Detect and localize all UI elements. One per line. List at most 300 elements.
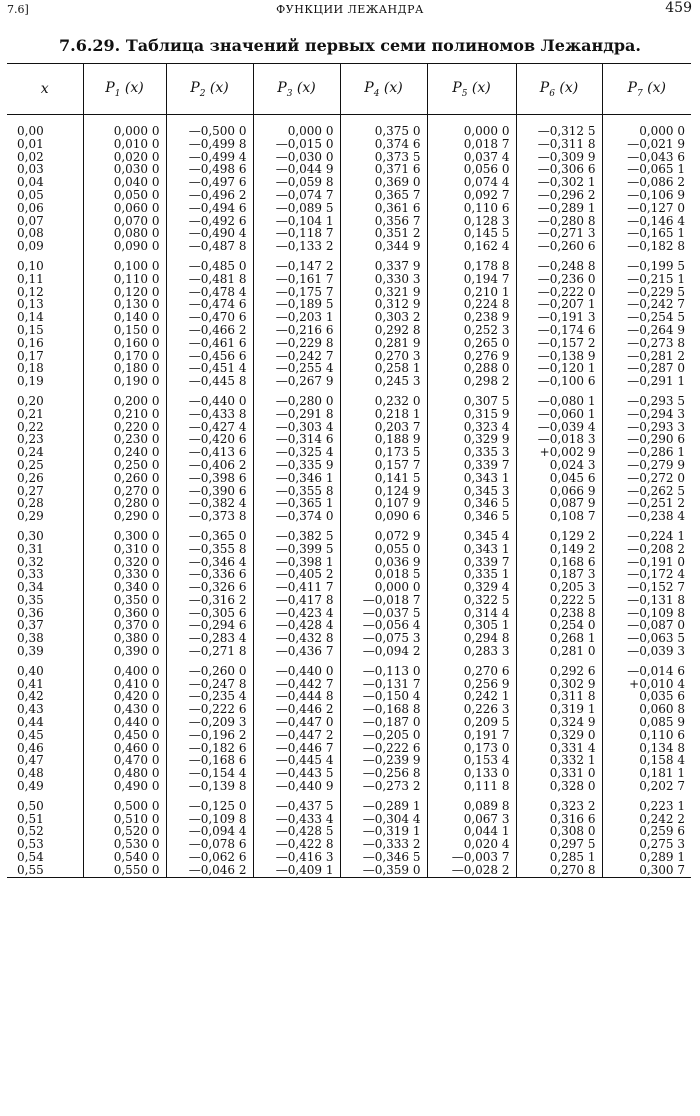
polynomial-value-cell: 0,110 6 <box>427 202 516 215</box>
polynomial-value-cell: 0,276 9 <box>427 350 516 363</box>
running-title: ФУНКЦИИ ЛЕЖАНДРА <box>276 3 424 16</box>
polynomial-value-cell: 0,153 4 <box>427 754 516 767</box>
polynomial-value-cell: —0,326 6 <box>166 581 253 594</box>
x-value-cell: 0,50 <box>17 798 44 813</box>
x-value-cell: 0,27 <box>17 483 44 498</box>
x-value-cell: 0,25 <box>17 457 44 472</box>
table-row <box>7 523 691 543</box>
polynomial-value-cell: 0,281 0 <box>516 645 602 658</box>
polynomial-value-cell: 0,133 0 <box>427 767 516 780</box>
polynomial-value-cell: 0,280 0 <box>83 497 166 510</box>
polynomial-value-cell: 0,035 6 <box>602 690 691 703</box>
column-header <box>83 64 166 115</box>
polynomial-value-cell: —0,497 6 <box>166 176 253 189</box>
polynomial-value-cell: —0,271 8 <box>166 645 253 658</box>
polynomial-value-cell: 0,240 0 <box>83 446 166 459</box>
x-value-cell: 0,28 <box>17 496 44 511</box>
polynomial-value-cell: —0,423 4 <box>253 607 340 620</box>
polynomial-value-cell: 0,323 2 <box>516 793 602 813</box>
polynomial-value-cell: 0,319 1 <box>516 703 602 716</box>
polynomial-value-cell: —0,191 0 <box>602 556 691 569</box>
polynomial-value-cell: 0,036 9 <box>340 556 427 569</box>
polynomial-value-cell: —0,030 0 <box>253 151 340 164</box>
polynomial-value-cell: 0,530 0 <box>83 838 166 851</box>
x-value-cell: 0,47 <box>17 753 44 768</box>
table-row <box>7 851 691 864</box>
polynomial-value-cell: —0,422 8 <box>253 838 340 851</box>
x-value-cell: 0,07 <box>17 213 44 228</box>
polynomial-value-cell: 0,178 8 <box>427 253 516 273</box>
polynomial-value-cell: 0,430 0 <box>83 703 166 716</box>
polynomial-value-cell: 0,337 9 <box>340 253 427 273</box>
table-row <box>7 189 691 202</box>
x-value-cell: 0,46 <box>17 740 44 755</box>
polynomial-value-cell: 0,254 0 <box>516 619 602 632</box>
column-header-subscript: 2 <box>199 88 206 99</box>
polynomial-value-cell: 0,180 0 <box>83 362 166 375</box>
x-value-cell: 0,44 <box>17 715 44 730</box>
polynomial-value-cell: —0,113 0 <box>340 658 427 678</box>
x-value-cell: 0,30 <box>17 528 44 543</box>
polynomial-value-cell: 0,373 5 <box>340 151 427 164</box>
legendre-table <box>7 63 691 878</box>
polynomial-value-cell: —0,436 7 <box>253 645 340 658</box>
polynomial-value-cell: 0,066 9 <box>516 485 602 498</box>
polynomial-value-cell: —0,044 9 <box>253 163 340 176</box>
polynomial-value-cell: 0,322 5 <box>427 594 516 607</box>
polynomial-value-cell: 0,020 4 <box>427 838 516 851</box>
polynomial-value-cell: —0,074 7 <box>253 189 340 202</box>
polynomial-value-cell: —0,433 8 <box>166 408 253 421</box>
polynomial-value-cell: —0,222 0 <box>516 286 602 299</box>
polynomial-value-cell: 0,070 0 <box>83 215 166 228</box>
polynomial-value-cell: 0,297 5 <box>516 838 602 851</box>
polynomial-value-cell: 0,290 0 <box>83 510 166 523</box>
polynomial-value-cell: —0,346 1 <box>253 472 340 485</box>
polynomial-value-cell: 0,328 0 <box>516 780 602 793</box>
polynomial-value-cell: —0,003 7 <box>427 851 516 864</box>
polynomial-value-cell: 0,232 0 <box>340 388 427 408</box>
polynomial-value-cell: —0,279 9 <box>602 459 691 472</box>
polynomial-value-cell: —0,290 6 <box>602 433 691 446</box>
polynomial-value-cell: —0,433 4 <box>253 813 340 826</box>
polynomial-value-cell: —0,446 7 <box>253 742 340 755</box>
polynomial-value-cell: 0,335 1 <box>427 568 516 581</box>
polynomial-value-cell: —0,432 8 <box>253 632 340 645</box>
polynomial-value-cell: —0,413 6 <box>166 446 253 459</box>
x-value-cell: 0,35 <box>17 592 44 607</box>
table-row <box>7 324 691 337</box>
polynomial-value-cell: 0,141 5 <box>340 472 427 485</box>
polynomial-value-cell: —0,428 5 <box>253 825 340 838</box>
polynomial-value-cell: 0,410 0 <box>83 678 166 691</box>
column-header-name: P <box>627 79 637 96</box>
polynomial-value-cell: 0,292 8 <box>340 324 427 337</box>
polynomial-value-cell: 0,238 8 <box>516 607 602 620</box>
column-header-subscript: 7 <box>636 88 643 99</box>
polynomial-value-cell: 0,343 1 <box>427 543 516 556</box>
table-row <box>7 543 691 556</box>
polynomial-value-cell: 0,245 3 <box>340 375 427 388</box>
polynomial-value-cell: —0,187 0 <box>340 716 427 729</box>
polynomial-value-cell: 0,044 1 <box>427 825 516 838</box>
polynomial-value-cell: 0,321 9 <box>340 286 427 299</box>
polynomial-value-cell: 0,055 0 <box>340 543 427 556</box>
x-value-cell: 0,38 <box>17 631 44 646</box>
polynomial-value-cell: 0,188 9 <box>340 433 427 446</box>
x-value-cell: 0,26 <box>17 470 44 485</box>
polynomial-value-cell: —0,150 4 <box>340 690 427 703</box>
polynomial-value-cell: 0,222 5 <box>516 594 602 607</box>
column-header-name: P <box>452 79 462 96</box>
polynomial-value-cell: —0,447 2 <box>253 729 340 742</box>
polynomial-value-cell: —0,314 6 <box>253 433 340 446</box>
polynomial-value-cell: 0,351 2 <box>340 227 427 240</box>
polynomial-value-cell: 0,110 0 <box>83 273 166 286</box>
polynomial-value-cell: —0,182 6 <box>166 742 253 755</box>
polynomial-value-cell: 0,332 1 <box>516 754 602 767</box>
polynomial-value-cell: —0,028 2 <box>427 864 516 877</box>
polynomial-value-cell: 0,060 8 <box>602 703 691 716</box>
page-header <box>0 0 700 22</box>
polynomial-value-cell: 0,202 7 <box>602 780 691 793</box>
polynomial-value-cell: —0,065 1 <box>602 163 691 176</box>
polynomial-value-cell: —0,411 7 <box>253 581 340 594</box>
polynomial-value-cell: 0,224 8 <box>427 298 516 311</box>
polynomial-value-cell: —0,293 3 <box>602 421 691 434</box>
polynomial-value-cell: —0,498 6 <box>166 163 253 176</box>
x-value-cell: 0,02 <box>17 149 44 164</box>
polynomial-value-cell: —0,296 2 <box>516 189 602 202</box>
table-row <box>7 459 691 472</box>
x-value-cell: 0,21 <box>17 406 44 421</box>
polynomial-value-cell: 0,010 0 <box>83 138 166 151</box>
polynomial-value-cell: —0,490 4 <box>166 227 253 240</box>
polynomial-value-cell: 0,275 3 <box>602 838 691 851</box>
polynomial-value-cell: 0,311 8 <box>516 690 602 703</box>
polynomial-value-cell: —0,289 1 <box>340 793 427 813</box>
polynomial-value-cell: 0,110 6 <box>602 729 691 742</box>
polynomial-value-cell: 0,343 1 <box>427 472 516 485</box>
x-value-cell: 0,29 <box>17 509 44 524</box>
polynomial-value-cell: —0,236 0 <box>516 273 602 286</box>
polynomial-value-cell: 0,092 7 <box>427 189 516 202</box>
polynomial-value-cell: 0,024 3 <box>516 459 602 472</box>
polynomial-value-cell: —0,229 8 <box>253 337 340 350</box>
polynomial-value-cell: —0,146 4 <box>602 215 691 228</box>
polynomial-value-cell: 0,520 0 <box>83 825 166 838</box>
column-header <box>516 64 602 115</box>
table-row <box>7 273 691 286</box>
polynomial-value-cell: —0,131 8 <box>602 594 691 607</box>
x-value-cell: 0,10 <box>17 258 44 273</box>
polynomial-value-cell: —0,089 5 <box>253 202 340 215</box>
polynomial-value-cell: —0,260 6 <box>516 240 602 253</box>
polynomial-value-cell: —0,355 8 <box>166 543 253 556</box>
polynomial-value-cell: 0,288 0 <box>427 362 516 375</box>
polynomial-value-cell: 0,294 8 <box>427 632 516 645</box>
polynomial-value-cell: —0,437 5 <box>253 793 340 813</box>
x-value-cell: 0,13 <box>17 297 44 312</box>
polynomial-value-cell: 0,356 7 <box>340 215 427 228</box>
polynomial-value-cell: —0,043 6 <box>602 151 691 164</box>
polynomial-value-cell: 0,335 3 <box>427 446 516 459</box>
x-value-cell: 0,01 <box>17 136 44 151</box>
polynomial-value-cell: 0,218 1 <box>340 408 427 421</box>
polynomial-value-cell: —0,280 8 <box>516 215 602 228</box>
polynomial-value-cell: 0,270 8 <box>516 864 602 877</box>
polynomial-value-cell: —0,427 4 <box>166 421 253 434</box>
polynomial-value-cell: —0,291 8 <box>253 408 340 421</box>
polynomial-value-cell: —0,014 6 <box>602 658 691 678</box>
polynomial-value-cell: —0,373 8 <box>166 510 253 523</box>
polynomial-value-cell: —0,199 5 <box>602 253 691 273</box>
polynomial-value-cell: 0,000 0 <box>253 125 340 138</box>
table-row <box>7 510 691 523</box>
column-header-argument: (x) <box>379 79 403 96</box>
polynomial-value-cell: —0,499 8 <box>166 138 253 151</box>
polynomial-value-cell: 0,339 7 <box>427 556 516 569</box>
polynomial-value-cell: —0,152 7 <box>602 581 691 594</box>
polynomial-value-cell: —0,138 9 <box>516 350 602 363</box>
polynomial-value-cell: —0,063 5 <box>602 632 691 645</box>
polynomial-value-cell: 0,320 0 <box>83 556 166 569</box>
table-row <box>7 793 691 813</box>
polynomial-value-cell: 0,108 7 <box>516 510 602 523</box>
polynomial-value-cell: —0,417 8 <box>253 594 340 607</box>
table-row <box>7 716 691 729</box>
polynomial-value-cell: —0,229 5 <box>602 286 691 299</box>
polynomial-value-cell: —0,281 2 <box>602 350 691 363</box>
polynomial-value-cell: —0,015 0 <box>253 138 340 151</box>
polynomial-value-cell: 0,220 0 <box>83 421 166 434</box>
polynomial-value-cell: —0,222 6 <box>166 703 253 716</box>
polynomial-value-cell: 0,440 0 <box>83 716 166 729</box>
polynomial-value-cell: 0,018 7 <box>427 138 516 151</box>
polynomial-value-cell: 0,030 0 <box>83 163 166 176</box>
polynomial-value-cell: —0,168 8 <box>340 703 427 716</box>
polynomial-value-cell: —0,260 0 <box>166 658 253 678</box>
polynomial-value-cell: —0,444 8 <box>253 690 340 703</box>
polynomial-value-cell: —0,333 2 <box>340 838 427 851</box>
polynomial-value-cell: 0,129 2 <box>516 523 602 543</box>
column-header-name: P <box>105 79 115 96</box>
polynomial-value-cell: 0,339 7 <box>427 459 516 472</box>
polynomial-value-cell: —0,251 2 <box>602 497 691 510</box>
polynomial-value-cell: —0,165 1 <box>602 227 691 240</box>
polynomial-value-cell: 0,230 0 <box>83 433 166 446</box>
polynomial-value-cell: 0,300 0 <box>83 523 166 543</box>
polynomial-value-cell: —0,470 6 <box>166 311 253 324</box>
column-header-name: P <box>277 79 287 96</box>
table-row <box>7 472 691 485</box>
polynomial-value-cell: 0,085 9 <box>602 716 691 729</box>
table-row <box>7 594 691 607</box>
table-row <box>7 240 691 253</box>
x-value-cell: 0,11 <box>17 271 44 286</box>
polynomial-value-cell: 0,128 3 <box>427 215 516 228</box>
column-header <box>427 64 516 115</box>
polynomial-value-cell: 0,330 3 <box>340 273 427 286</box>
x-value-cell: 0,14 <box>17 310 44 325</box>
polynomial-value-cell: —0,420 6 <box>166 433 253 446</box>
table-row <box>7 658 691 678</box>
polynomial-value-cell: —0,086 2 <box>602 176 691 189</box>
polynomial-value-cell: —0,021 9 <box>602 138 691 151</box>
polynomial-value-cell: 0,124 9 <box>340 485 427 498</box>
polynomial-value-cell: —0,294 3 <box>602 408 691 421</box>
polynomial-value-cell: 0,310 0 <box>83 543 166 556</box>
polynomial-value-cell: 0,157 7 <box>340 459 427 472</box>
polynomial-value-cell: 0,149 2 <box>516 543 602 556</box>
polynomial-value-cell: —0,235 4 <box>166 690 253 703</box>
column-header <box>253 64 340 115</box>
polynomial-value-cell: 0,285 1 <box>516 851 602 864</box>
polynomial-value-cell: —0,222 6 <box>340 742 427 755</box>
column-header <box>166 64 253 115</box>
polynomial-value-cell: 0,067 3 <box>427 813 516 826</box>
x-value-cell: 0,43 <box>17 702 44 717</box>
x-value-cell: 0,32 <box>17 554 44 569</box>
polynomial-value-cell: —0,446 2 <box>253 703 340 716</box>
polynomial-value-cell: —0,254 5 <box>602 311 691 324</box>
polynomial-value-cell: 0,162 4 <box>427 240 516 253</box>
polynomial-value-cell: 0,281 9 <box>340 337 427 350</box>
polynomial-value-cell: —0,440 0 <box>253 658 340 678</box>
polynomial-value-cell: 0,510 0 <box>83 813 166 826</box>
x-value-cell: 0,22 <box>17 419 44 434</box>
column-header-subscript: 4 <box>373 88 380 99</box>
x-value-cell: 0,23 <box>17 432 44 447</box>
column-header-subscript: 5 <box>461 88 468 99</box>
polynomial-value-cell: 0,140 0 <box>83 311 166 324</box>
polynomial-value-cell: 0,302 9 <box>516 678 602 691</box>
table-row <box>7 388 691 408</box>
polynomial-value-cell: —0,294 6 <box>166 619 253 632</box>
polynomial-value-cell: 0,450 0 <box>83 729 166 742</box>
polynomial-value-cell: 0,360 0 <box>83 607 166 620</box>
polynomial-value-cell: 0,000 0 <box>340 581 427 594</box>
polynomial-value-cell: —0,336 6 <box>166 568 253 581</box>
polynomial-value-cell: —0,207 1 <box>516 298 602 311</box>
polynomial-value-cell: —0,440 0 <box>166 388 253 408</box>
polynomial-value-cell: 0,190 0 <box>83 375 166 388</box>
polynomial-value-cell: 0,089 8 <box>427 793 516 813</box>
polynomial-value-cell: —0,466 2 <box>166 324 253 337</box>
polynomial-value-cell: 0,308 0 <box>516 825 602 838</box>
polynomial-value-cell: —0,487 8 <box>166 240 253 253</box>
polynomial-value-cell: 0,256 9 <box>427 678 516 691</box>
polynomial-value-cell: 0,315 9 <box>427 408 516 421</box>
column-header-argument: (x) <box>292 79 316 96</box>
polynomial-value-cell: —0,080 1 <box>516 388 602 408</box>
polynomial-value-cell: 0,331 4 <box>516 742 602 755</box>
polynomial-value-cell: —0,209 3 <box>166 716 253 729</box>
polynomial-value-cell: 0,020 0 <box>83 151 166 164</box>
table-row <box>7 446 691 459</box>
polynomial-value-cell: 0,037 4 <box>427 151 516 164</box>
table-title: 7.6.29. Таблица значений первых семи полиномов Лежандра. <box>59 36 641 55</box>
polynomial-value-cell: 0,087 9 <box>516 497 602 510</box>
polynomial-value-cell: 0,270 3 <box>340 350 427 363</box>
polynomial-value-cell: 0,470 0 <box>83 754 166 767</box>
polynomial-value-cell: 0,209 5 <box>427 716 516 729</box>
polynomial-value-cell: —0,382 4 <box>166 497 253 510</box>
polynomial-value-cell: 0,173 5 <box>340 446 427 459</box>
polynomial-value-cell: —0,359 0 <box>340 864 427 877</box>
table-row <box>7 729 691 742</box>
x-value-cell: 0,42 <box>17 689 44 704</box>
polynomial-value-cell: —0,262 5 <box>602 485 691 498</box>
polynomial-value-cell: +0,002 9 <box>516 446 602 459</box>
polynomial-value-cell: —0,046 2 <box>166 864 253 877</box>
polynomial-value-cell: 0,194 7 <box>427 273 516 286</box>
polynomial-value-cell: —0,311 8 <box>516 138 602 151</box>
polynomial-value-cell: —0,499 4 <box>166 151 253 164</box>
column-header-name: P <box>190 79 200 96</box>
polynomial-value-cell: 0,324 9 <box>516 716 602 729</box>
polynomial-value-cell: —0,100 6 <box>516 375 602 388</box>
polynomial-value-cell: —0,405 2 <box>253 568 340 581</box>
polynomial-value-cell: —0,078 6 <box>166 838 253 851</box>
table-body <box>7 115 691 878</box>
polynomial-value-cell: —0,398 6 <box>166 472 253 485</box>
polynomial-value-cell: 0,120 0 <box>83 286 166 299</box>
polynomial-value-cell: —0,104 1 <box>253 215 340 228</box>
x-value-cell: 0,24 <box>17 445 44 460</box>
polynomial-value-cell: 0,238 9 <box>427 311 516 324</box>
polynomial-value-cell: —0,147 2 <box>253 253 340 273</box>
table-row <box>7 780 691 793</box>
x-value-cell: 0,36 <box>17 605 44 620</box>
polynomial-value-cell: —0,494 6 <box>166 202 253 215</box>
polynomial-value-cell: —0,037 5 <box>340 607 427 620</box>
polynomial-value-cell: —0,406 2 <box>166 459 253 472</box>
polynomial-value-cell: —0,094 4 <box>166 825 253 838</box>
polynomial-value-cell: 0,346 5 <box>427 510 516 523</box>
polynomial-value-cell: —0,451 4 <box>166 362 253 375</box>
polynomial-value-cell: 0,370 0 <box>83 619 166 632</box>
polynomial-value-cell: —0,125 0 <box>166 793 253 813</box>
polynomial-value-cell: —0,208 2 <box>602 543 691 556</box>
polynomial-value-cell: 0,345 4 <box>427 523 516 543</box>
polynomial-value-cell: —0,267 9 <box>253 375 340 388</box>
polynomial-value-cell: —0,303 4 <box>253 421 340 434</box>
polynomial-value-cell: —0,094 2 <box>340 645 427 658</box>
polynomial-value-cell: —0,382 5 <box>253 523 340 543</box>
x-value-cell: 0,51 <box>17 811 44 826</box>
polynomial-value-cell: —0,203 1 <box>253 311 340 324</box>
polynomial-value-cell: 0,080 0 <box>83 227 166 240</box>
polynomial-value-cell: 0,350 0 <box>83 594 166 607</box>
polynomial-value-cell: —0,289 1 <box>516 202 602 215</box>
polynomial-value-cell: —0,182 8 <box>602 240 691 253</box>
polynomial-value-cell: —0,272 0 <box>602 472 691 485</box>
polynomial-value-cell: 0,210 1 <box>427 286 516 299</box>
polynomial-value-cell: —0,127 0 <box>602 202 691 215</box>
polynomial-value-cell: —0,109 8 <box>166 813 253 826</box>
column-header <box>602 64 691 115</box>
polynomial-value-cell: —0,139 8 <box>166 780 253 793</box>
polynomial-value-cell: 0,361 6 <box>340 202 427 215</box>
polynomial-value-cell: —0,474 6 <box>166 298 253 311</box>
polynomial-value-cell: —0,175 7 <box>253 286 340 299</box>
polynomial-value-cell: 0,250 0 <box>83 459 166 472</box>
polynomial-value-cell: 0,191 7 <box>427 729 516 742</box>
polynomial-value-cell: 0,056 0 <box>427 163 516 176</box>
polynomial-value-cell: 0,480 0 <box>83 767 166 780</box>
polynomial-value-cell: —0,191 3 <box>516 311 602 324</box>
